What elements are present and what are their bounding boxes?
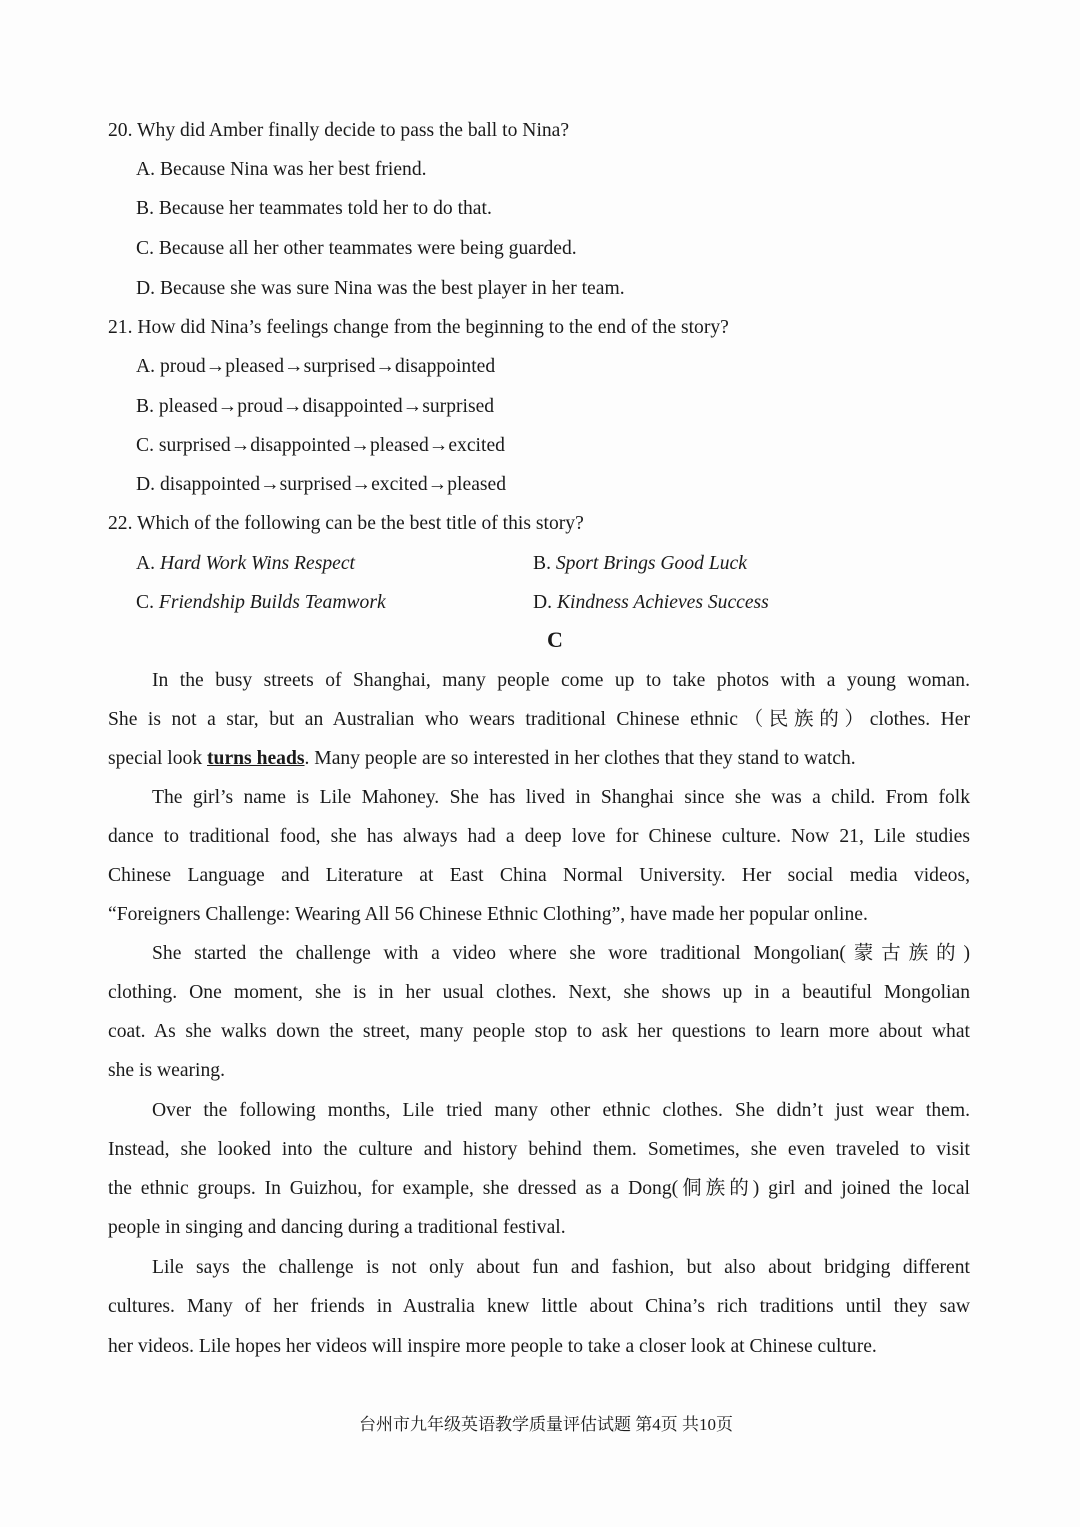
question-stem: 21. How did Nina’s feelings change from the beginning to the end of the story? (108, 317, 729, 338)
text: special look (108, 748, 208, 769)
option-letter: B. (533, 553, 556, 574)
underlined-phrase: turns heads (207, 748, 305, 769)
passage-line: clothing. One moment, she is in her usual clothes. Next, she shows up in a beautiful Mongolian (108, 982, 970, 1003)
option-b: B. Because her teammates told her to do that. (136, 198, 492, 219)
option-c: C. Because all her other teammates were being guarded. (136, 238, 577, 259)
text: . Many people are so interested in her clothes that they stand to watch. (304, 748, 856, 769)
option-a (136, 549, 355, 579)
question-stem: 22. Which of the following can be the best title of this story? (108, 513, 584, 534)
option-a: A. Because Nina was her best friend. (136, 159, 427, 180)
passage-line: people in singing and dancing during a traditional festival. (108, 1217, 566, 1238)
passage-line: In the busy streets of Shanghai, many people come up to take photos with a young woman. (152, 670, 970, 691)
option-letter: C. (136, 592, 159, 613)
option-text: Friendship Builds Teamwork (158, 592, 386, 613)
option-b (533, 549, 747, 579)
option-c: C. surprised→disappointed→pleased→excited (136, 435, 505, 456)
option-letter: A. (136, 553, 160, 574)
passage-line: coat. As she walks down the street, many people stop to ask her questions to learn more about what (108, 1021, 970, 1042)
passage-line: she is wearing. (108, 1060, 225, 1081)
page-footer: 台州市九年级英语教学质量评估试题 第4页 共10页 (359, 1415, 733, 1434)
option-a: A. proud→pleased→surprised→disappointed (136, 356, 496, 377)
passage-line: She is not a star, but an Australian who wears traditional Chinese ethnic（民族的）clothes. Her (108, 709, 970, 730)
option-b: B. pleased→proud→disappointed→surprised (136, 396, 495, 417)
option-letter: D. (533, 592, 557, 613)
passage-line (108, 744, 970, 774)
question-stem: 20. Why did Amber finally decide to pass the ball to Nina? (108, 120, 570, 141)
passage-line: dance to traditional food, she has always had a deep love for Chinese culture. Now 21, Lile studies (108, 826, 970, 847)
passage-line: Chinese Language and Literature at East China Normal University. Her social media videos, (108, 865, 970, 886)
section-heading: C (547, 627, 563, 652)
passage-line: Over the following months, Lile tried many other ethnic clothes. She didn’t just wear them. (152, 1100, 970, 1121)
option-d: D. disappointed→surprised→excited→pleased (136, 474, 507, 495)
passage-line: “Foreigners Challenge: Wearing All 56 Chinese Ethnic Clothing”, have made her popular online. (108, 904, 868, 925)
passage-line: Lile says the challenge is not only about fun and fashion, but also about bridging different (152, 1257, 970, 1278)
passage-line: cultures. Many of her friends in Australia knew little about China’s rich traditions until they saw (108, 1296, 970, 1317)
option-d: D. Because she was sure Nina was the best player in her team. (136, 278, 625, 299)
option-text: Kindness Achieves Success (556, 592, 769, 613)
passage-line: She started the challenge with a video where she wore traditional Mongolian(蒙古族的) (152, 943, 970, 964)
passage-line: her videos. Lile hopes her videos will inspire more people to take a closer look at Chinese culture. (108, 1336, 877, 1357)
option-text: Sport Brings Good Luck (555, 553, 747, 574)
option-c (136, 588, 386, 618)
passage-line: the ethnic groups. In Guizhou, for example, she dressed as a Dong(侗族的) girl and joined the local (108, 1178, 970, 1199)
option-text: Hard Work Wins Respect (159, 553, 355, 574)
passage-line: Instead, she looked into the culture and history behind them. Sometimes, she even traveled to visit (108, 1139, 970, 1160)
option-d (533, 588, 769, 618)
passage-line: The girl’s name is Lile Mahoney. She has lived in Shanghai since she was a child. From folk (152, 787, 970, 808)
